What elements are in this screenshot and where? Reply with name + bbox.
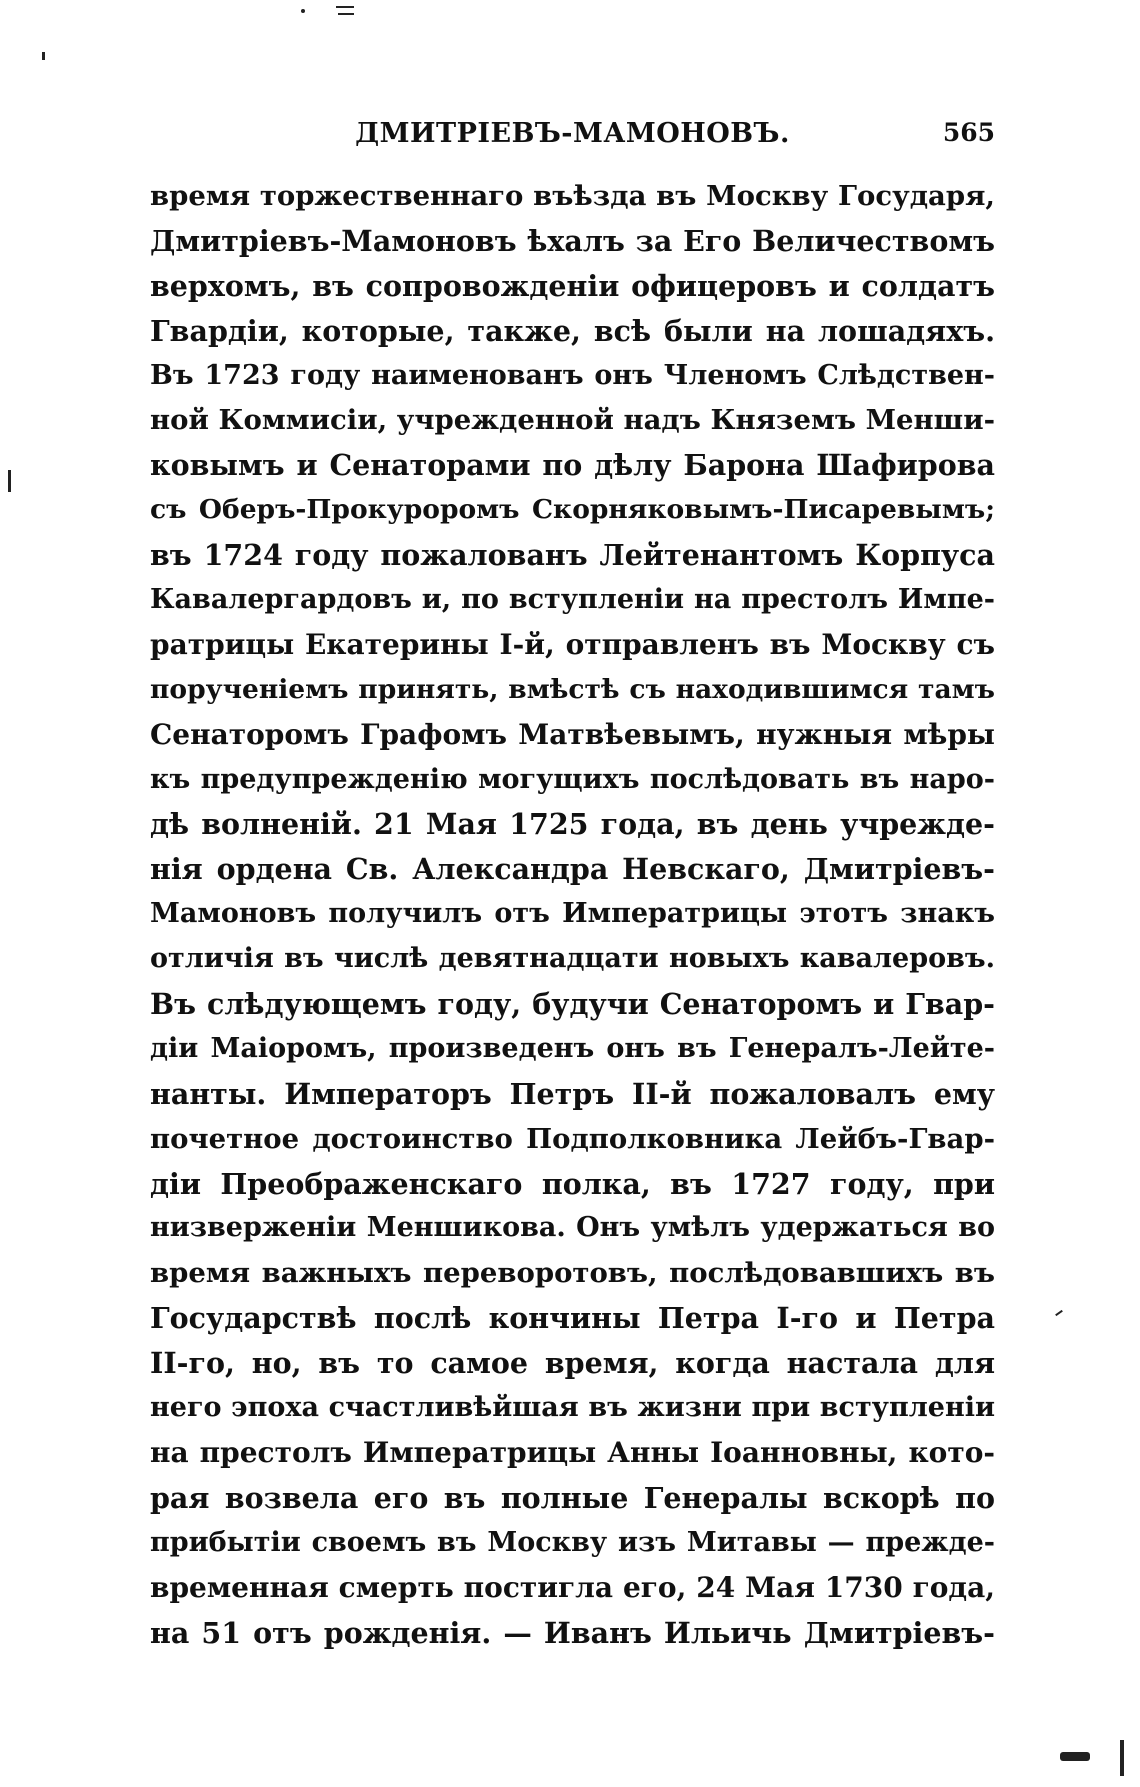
text-line: Государствѣ послѣ кончины Петра I-го и Петра xyxy=(150,1301,995,1336)
text-line: нанты. Императоръ Петръ II-й пожаловалъ ему xyxy=(150,1076,995,1111)
text-line: Въ 1723 году наименованъ онъ Членомъ Слѣдствен- xyxy=(150,359,995,391)
text-line: временная смерть постигла его, 24 Мая 1730 года, xyxy=(150,1570,995,1604)
scan-speck xyxy=(301,9,305,13)
scan-speck xyxy=(336,6,354,8)
text-line: дѣ волненій. 21 Мая 1725 года, въ день учрежде- xyxy=(150,807,995,842)
text-line: къ предупрежденію могущихъ послѣдовать въ наро- xyxy=(150,763,995,795)
text-line: нія ордена Св. Александра Невскаго, Дмитріевъ- xyxy=(150,852,995,887)
scan-speck xyxy=(42,52,45,60)
text-line: Мамоновъ получилъ отъ Императрицы этотъ знакъ xyxy=(150,898,995,930)
text-line: діи Маіоромъ, произведенъ онъ въ Генералъ-Лейте- xyxy=(150,1032,995,1064)
scan-speck xyxy=(1120,1740,1124,1776)
page-number: 565 xyxy=(942,118,995,147)
scan-speck xyxy=(338,13,354,15)
text-line: Въ слѣдующемъ году, будучи Сенаторомъ и Гвар- xyxy=(150,987,995,1022)
text-line: Гвардіи, которые, также, всѣ были на лошадяхъ. xyxy=(150,313,995,348)
scan-speck xyxy=(8,470,11,492)
text-line: Дмитріевъ-Мамоновъ ѣхалъ за Его Величествомъ xyxy=(150,223,995,258)
text-line: ковымъ и Сенаторами по дѣлу Барона Шафирова xyxy=(150,448,995,483)
body-text xyxy=(150,174,995,1655)
text-line: на престолъ Императрицы Анны Іоанновны, кото- xyxy=(150,1435,995,1469)
text-line: II-го, но, въ то самое время, когда настала для xyxy=(150,1346,995,1381)
text-line: отличія въ числѣ девятнадцати новыхъ кавалеровъ. xyxy=(150,943,995,975)
text-line: съ Оберъ-Прокуроромъ Скорняковымъ-Писаревымъ; xyxy=(150,494,995,526)
text-line: ратрицы Екатерины I-й, отправленъ въ Москву съ xyxy=(150,627,995,661)
text-line: порученіемъ принять, вмѣстѣ съ находившимся тамъ xyxy=(150,673,995,705)
text-line: на 51 отъ рожденія. — Иванъ Ильичь Дмитріевъ- xyxy=(150,1615,995,1650)
text-line: прибытіи своемъ въ Москву изъ Митавы — прежде- xyxy=(150,1526,995,1558)
scan-speck xyxy=(1060,1752,1090,1761)
text-line: время торжественнаго въѣзда въ Москву Государя, xyxy=(150,180,995,212)
text-line: верхомъ, въ сопровожденіи офицеровъ и солдатъ xyxy=(150,268,995,303)
text-line: Сенаторомъ Графомъ Матвѣевымъ, нужныя мѣры xyxy=(150,717,995,751)
text-line: него эпоха счастливѣйшая въ жизни при вступленіи xyxy=(150,1392,995,1424)
scan-speck xyxy=(1055,1310,1063,1316)
text-line: время важныхъ переворотовъ, послѣдовавшихъ въ xyxy=(150,1257,995,1290)
page-header xyxy=(150,118,995,158)
text-line: въ 1724 году пожалованъ Лейтенантомъ Корпуса xyxy=(150,538,995,573)
text-line: низверженіи Меншикова. Онъ умѣлъ удержаться во xyxy=(150,1212,995,1244)
text-line: діи Преображенскаго полка, въ 1727 году, при xyxy=(150,1166,995,1201)
text-line: почетное достоинство Подполковника Лейбъ-Гвар- xyxy=(150,1122,995,1155)
text-line: рая возвела его въ полные Генералы вскорѣ по xyxy=(150,1480,995,1515)
text-line: ной Коммисіи, учрежденной надъ Княземъ Менши- xyxy=(150,404,995,437)
running-head: ДМИТРІЕВЪ-МАМОНОВЪ. xyxy=(355,118,790,149)
text-line: Кавалергардовъ и, по вступленіи на престолъ Импе- xyxy=(150,584,995,616)
